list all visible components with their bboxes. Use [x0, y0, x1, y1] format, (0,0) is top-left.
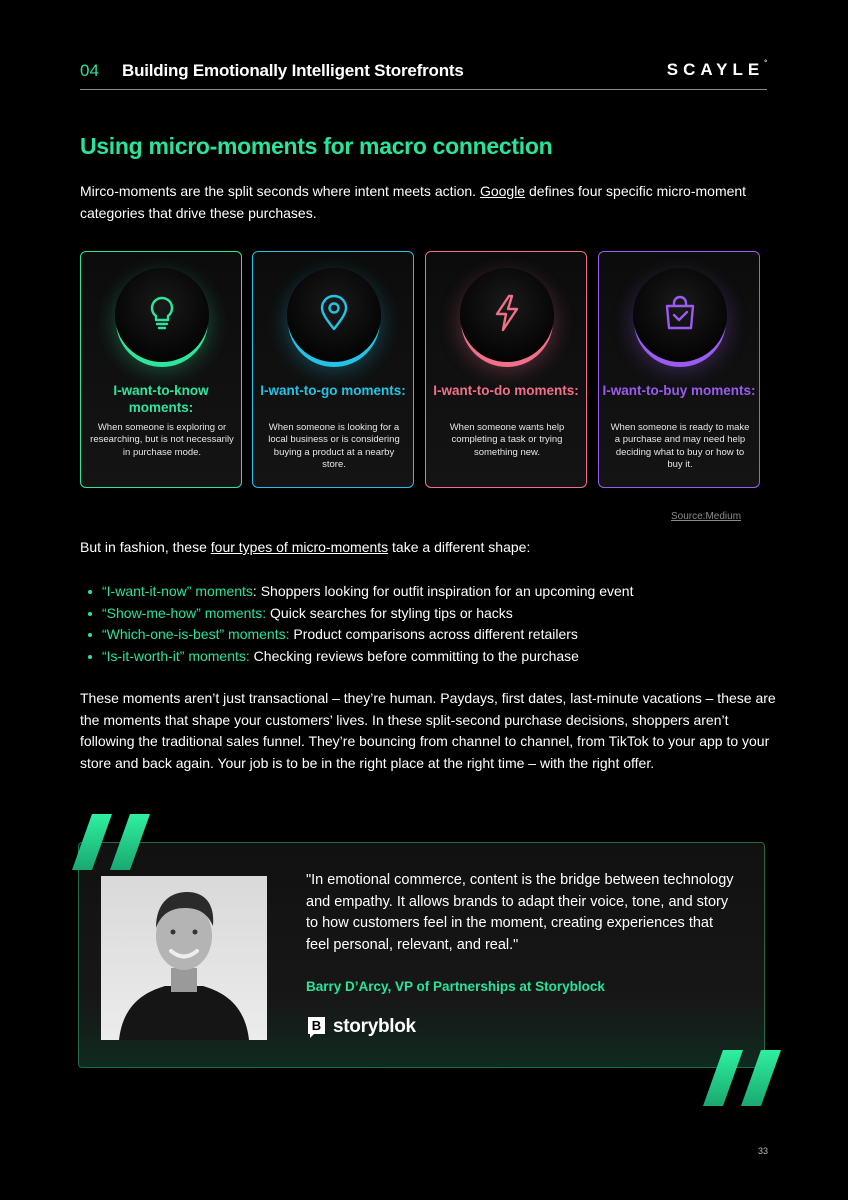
card-title: I-want-to-go moments: — [260, 383, 406, 398]
page-number: 33 — [758, 1146, 769, 1156]
shopping-bag-icon — [660, 293, 700, 333]
card-title: I-want-to-do moments: — [433, 383, 579, 398]
list-item — [88, 624, 633, 646]
card-description: When someone is looking for a local business or is considering buying a product at a nearby store. — [268, 422, 400, 470]
micro-moment-cards — [80, 251, 760, 488]
storyblok-logo — [306, 1014, 416, 1040]
card-description: When someone wants help completing a task or trying something new. — [449, 422, 565, 458]
section-title: Using micro-moments for macro connection — [80, 133, 553, 159]
intro-paragraph — [80, 180, 760, 224]
storyblok-icon — [306, 1016, 327, 1039]
list-item — [88, 646, 633, 668]
list-item — [88, 581, 633, 603]
lightning-icon — [487, 293, 527, 333]
chapter-number: 04 — [80, 61, 99, 80]
card-want-to-do — [425, 251, 587, 488]
fashion-text-end: take a different shape: — [388, 539, 531, 555]
lightbulb-icon — [142, 293, 182, 333]
page-header — [80, 58, 767, 90]
intro-text-end: defines four specific micro-moment categories that drive these purchases. — [80, 183, 747, 221]
bullet-text: Product comparisons across different retailers — [289, 626, 578, 642]
card-want-to-go — [252, 251, 414, 488]
card-orb — [633, 268, 727, 362]
fashion-intro — [80, 539, 530, 555]
quote-text: "In emotional commerce, content is the bridge between technology and empathy. It allows brands to adapt their voice, tone, and story to how customers feel in the moment, creating experiences that feel personal, relevant, and real." — [306, 872, 734, 953]
bullet-sep: : — [252, 583, 257, 599]
card-want-to-buy — [598, 251, 760, 488]
source-link[interactable]: Source:Medium — [671, 511, 742, 522]
brand-name: storyblok — [333, 1016, 416, 1037]
intro-text: Mirco-moments are the split seconds where intent meets action. — [80, 183, 480, 199]
author-photo — [101, 876, 267, 1040]
close-quote-icon — [701, 1048, 783, 1108]
bullet-key: “Is-it-worth-it” moments: — [102, 647, 250, 664]
quote-author: Barry D’Arcy, VP of Partnerships at Storyblock — [306, 979, 605, 994]
bullet-key: “Show-me-how” moments: — [102, 604, 267, 621]
card-title: I-want-to-buy moments: — [602, 383, 756, 398]
bullet-text: Checking reviews before committing to the purchase — [249, 647, 579, 664]
chapter-title: Building Emotionally Intelligent Storefronts — [122, 61, 464, 80]
portrait-image — [101, 876, 267, 1040]
bullet-list — [88, 581, 633, 667]
card-orb — [287, 268, 381, 362]
brand-icon-letter: B — [311, 1017, 322, 1033]
card-description: When someone is ready to make a purchase and may need help deciding what to buy or how to buy it. — [610, 422, 750, 470]
card-description: When someone is exploring or researching, but is not necessarily in purchase mode. — [90, 422, 234, 458]
open-quote-icon — [70, 812, 152, 872]
scayle-logo — [667, 60, 767, 80]
logo-text: SCAYLE — [666, 60, 765, 79]
google-link[interactable]: Google — [479, 183, 526, 199]
bullet-key: “Which-one-is-best” moments: — [102, 626, 290, 642]
card-orb — [460, 268, 554, 362]
card-orb — [115, 268, 209, 362]
fashion-text: But in fashion, these — [80, 539, 211, 555]
bullet-key: “I-want-it-now” moments — [102, 583, 253, 599]
card-want-to-know — [80, 251, 242, 488]
logo-mark: ° — [764, 60, 767, 67]
micro-moments-link[interactable]: four types of micro-moments — [210, 539, 389, 555]
bullet-text: Quick searches for styling tips or hacks — [266, 604, 513, 621]
card-title: I-want-to-know moments: — [113, 383, 209, 415]
body-paragraph: These moments aren’t just transactional – they’re human. Paydays, first dates, last-minute vacations – these are the moments that shape your customers’ lives. In these split-second purchase decisions, shoppers aren’t following the traditional sales funnel. They’re bouncing from channel to channel, from TikTok to your app to your store and back again. Your job is to be in the right place at the right time – with the right offer. — [80, 690, 776, 771]
list-item — [88, 603, 633, 625]
location-pin-icon — [314, 293, 354, 333]
bullet-text: Shoppers looking for outfit inspiration for an upcoming event — [256, 583, 634, 599]
